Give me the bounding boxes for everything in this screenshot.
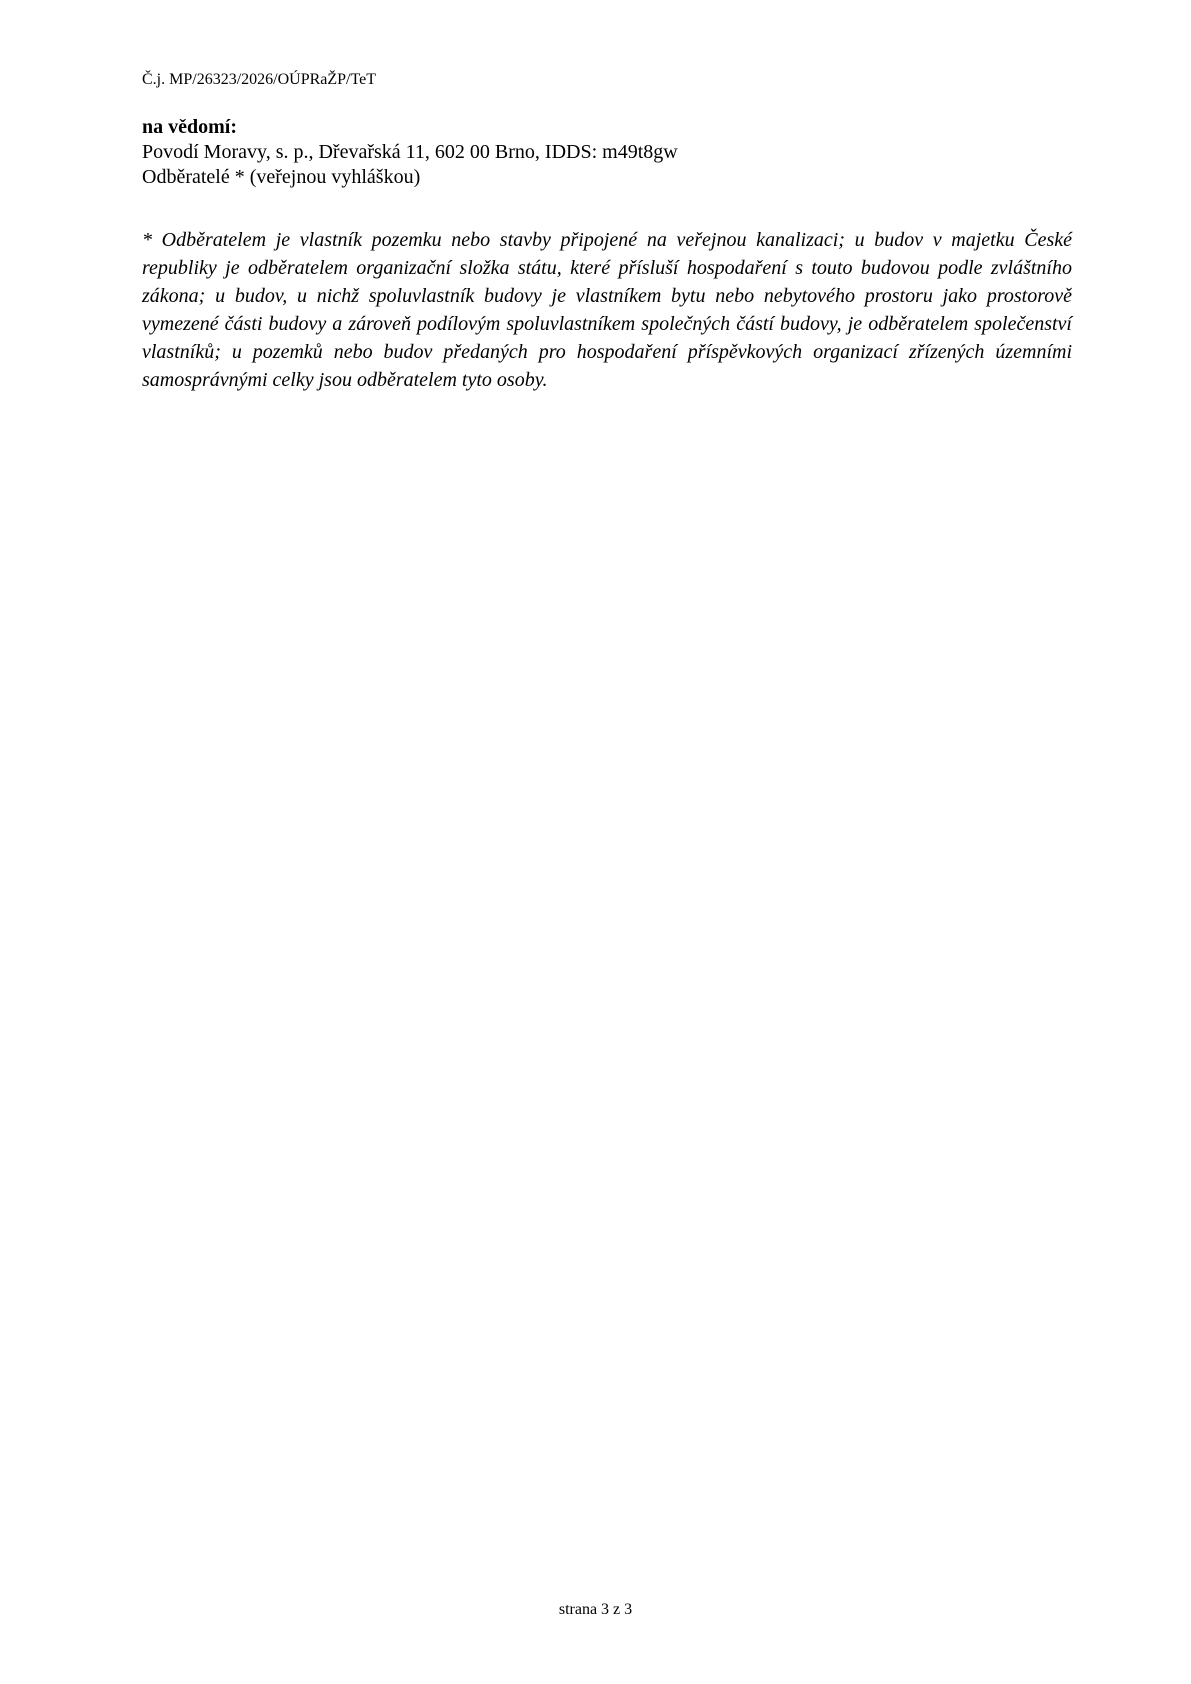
cc-recipient: Odběratelé * (veřejnou vyhláškou) (142, 166, 421, 188)
cc-heading: na vědomí: (142, 116, 237, 138)
footnote-text: * Odběratelem je vlastník pozemku nebo stavby připojené na veřejnou kanalizaci; u budov v majetku České republiky je odběratelem organizační složka státu, které přísluší hospodaření s touto budovou podle zvláštního zákona; u budov, u nichž spoluvlastník budovy je vlastníkem bytu nebo nebytového prostoru jako prostorově vymezené části budovy a zároveň podílovým spoluvlastníkem společných částí budovy, je odběratelem společenství vlastníků; u pozemků nebo budov předaných pro hospodaření příspěvkových organizací zřízených územními samosprávnými celky jsou odběratelem tyto osoby. (142, 229, 1072, 391)
page-number: strana 3 z 3 (558, 1601, 633, 1618)
reference-number: Č.j. MP/26323/2026/OÚPRaŽP/TeT (142, 71, 377, 88)
cc-section (142, 115, 1072, 190)
cc-recipient: Povodí Moravy, s. p., Dřevařská 11, 602 00 Brno, IDDS: m49t8gw (142, 141, 678, 163)
